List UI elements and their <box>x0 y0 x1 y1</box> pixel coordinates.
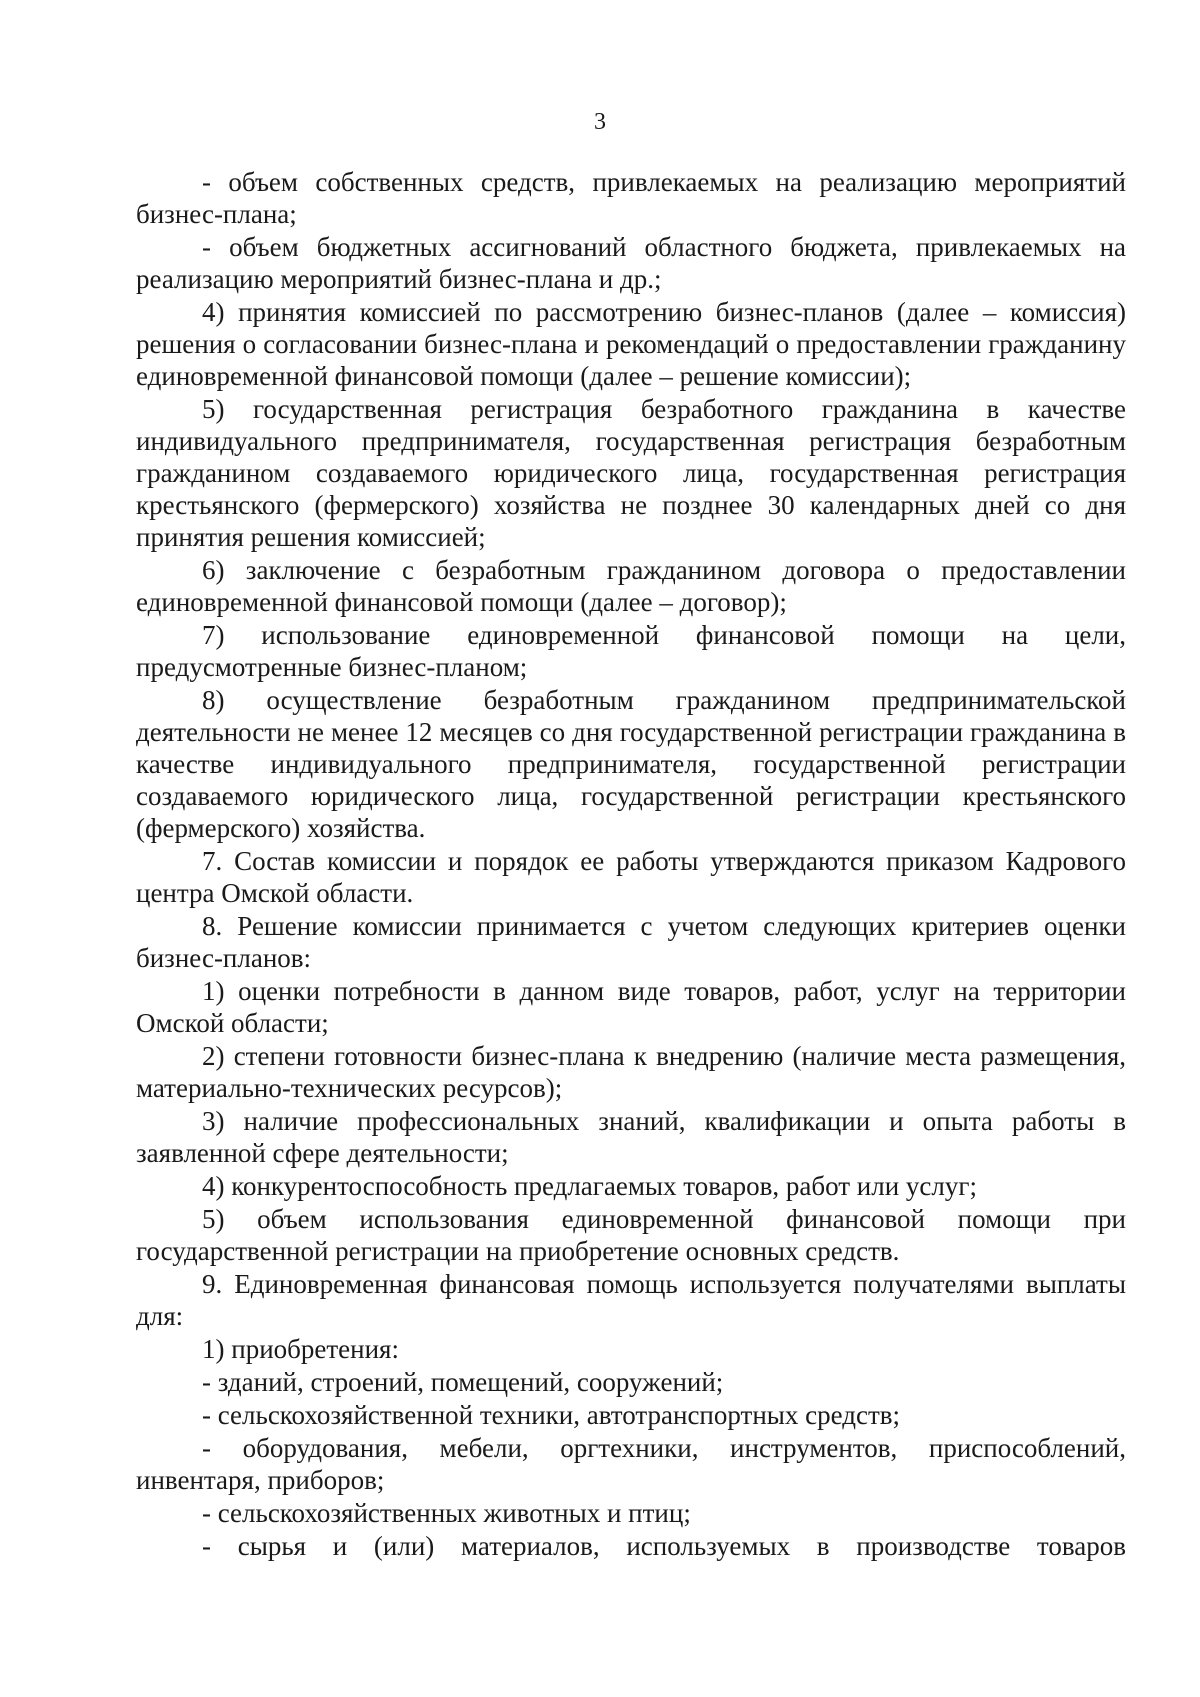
paragraph: - сырья и (или) материалов, используемых в производстве товаров <box>202 1531 1126 1561</box>
paragraph: 1) оценки потребности в данном виде товаров, работ, услуг на территории Омской области; <box>136 976 1126 1038</box>
paragraph: 9. Единовременная финансовая помощь используется получателями выплаты для: <box>136 1269 1126 1331</box>
paragraph: 8. Решение комиссии принимается с учетом следующих критериев оценки бизнес-планов: <box>136 911 1126 973</box>
paragraph: - зданий, строений, помещений, сооружений; <box>202 1367 724 1397</box>
paragraph: 1) приобретения: <box>202 1334 399 1364</box>
paragraph: 4) конкурентоспособность предлагаемых товаров, работ или услуг; <box>202 1171 977 1201</box>
paragraph: - сельскохозяйственной техники, автотранспортных средств; <box>202 1400 901 1430</box>
paragraph: 8) осуществление безработным гражданином предпринимательской деятельности не менее 12 месяцев со дня государственной регистрации гражданина в качестве индивидуального предпринимателя, государственной регистрации создаваемого юридического лица, государственной регистрации крестьянского (фермерского) хозяйства. <box>136 685 1126 843</box>
paragraph: 3) наличие профессиональных знаний, квалификации и опыта работы в заявленной сфере деятельности; <box>136 1106 1126 1168</box>
paragraph: 4) принятия комиссией по рассмотрению бизнес-планов (далее – комиссия) решения о согласовании бизнес-плана и рекомендаций о предоставлении гражданину единовременной финансовой помощи (далее – решение комиссии); <box>136 297 1126 391</box>
paragraph: - сельскохозяйственных животных и птиц; <box>202 1498 691 1528</box>
paragraph: 2) степени готовности бизнес-плана к внедрению (наличие места размещения, материально-технических ресурсов); <box>136 1041 1126 1103</box>
paragraph: 5) государственная регистрация безработного гражданина в качестве индивидуального предпринимателя, государственная регистрация безработным гражданином создаваемого юридического лица, государственная регистрация крестьянского (фермерского) хозяйства не позднее 30 календарных дней со дня принятия решения комиссией; <box>136 394 1126 552</box>
page-number: 3 <box>594 109 606 135</box>
paragraph: - объем бюджетных ассигнований областного бюджета, привлекаемых на реализацию мероприятий бизнес-плана и др.; <box>136 232 1126 294</box>
paragraph: - оборудования, мебели, оргтехники, инструментов, приспособлений, инвентаря, приборов; <box>136 1433 1126 1495</box>
paragraph: 7. Состав комиссии и порядок ее работы утверждаются приказом Кадрового центра Омской области. <box>136 846 1126 908</box>
paragraph: 7) использование единовременной финансовой помощи на цели, предусмотренные бизнес-планом; <box>136 620 1126 682</box>
paragraph: 6) заключение с безработным гражданином договора о предоставлении единовременной финансовой помощи (далее – договор); <box>136 555 1126 617</box>
document-body <box>136 166 1126 1562</box>
paragraph: - объем собственных средств, привлекаемых на реализацию мероприятий бизнес-плана; <box>136 167 1126 229</box>
paragraph: 5) объем использования единовременной финансовой помощи при государственной регистрации на приобретение основных средств. <box>136 1204 1126 1266</box>
